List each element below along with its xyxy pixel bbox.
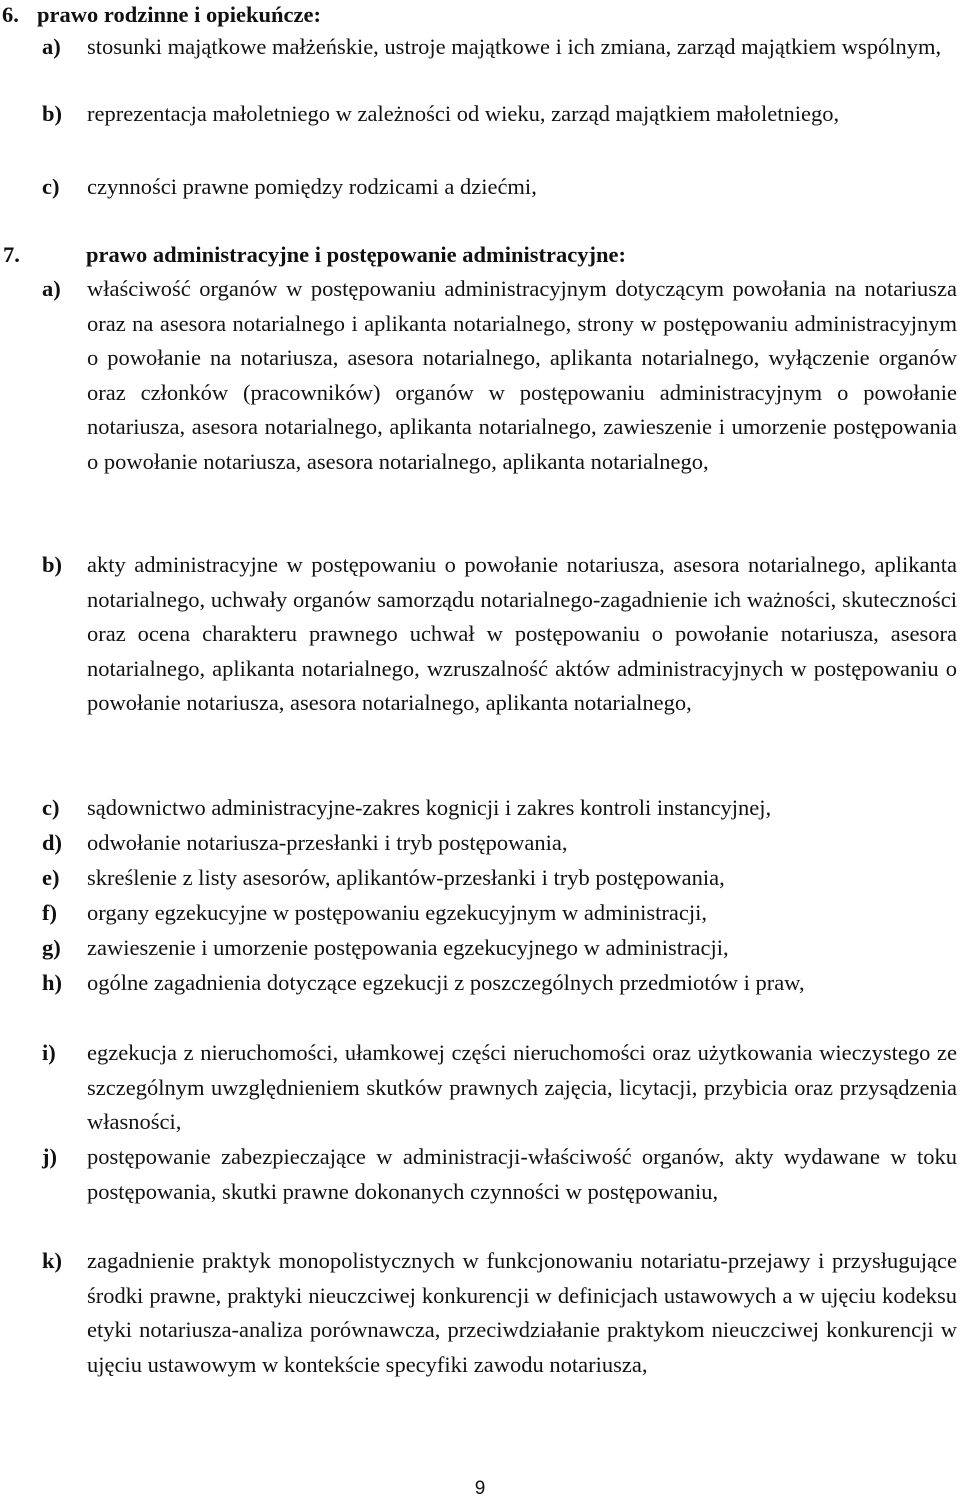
page-number: 9 — [474, 1478, 486, 1499]
item-label: g) — [42, 935, 61, 960]
item-label: b) — [42, 101, 63, 126]
item-text: skreślenie z listy asesorów, aplikantów-przesłanki i tryb postępowania, — [87, 865, 725, 890]
item-text: zagadnienie praktyk monopolistycznych w funkcjonowaniu notariatu-przejawy i przysługujące środki prawne, praktyki nieuczciwej konkurencji w definicjach ustawowych a w ujęciu kodeksu etyki notariusza-analiza porównawcza, przeciwdziałanie praktykom nieuczciwej konkurencji w ujęciu ustawowym w kontekście specyfiki zawodu notariusza, — [87, 1248, 957, 1377]
item-text: reprezentacja małoletniego w zależności od wieku, zarząd majątkiem małoletniego, — [87, 101, 840, 126]
item-label: c) — [42, 174, 60, 199]
item-label: k) — [42, 1248, 63, 1273]
item-text: akty administracyjne w postępowaniu o powołanie notariusza, asesora notarialnego, aplikanta notarialnego, uchwały organów samorządu notarialnego-zagadnienie ich ważności, skuteczności oraz ocena charakteru prawnego uchwał w postępowaniu o powołanie notariusza, asesora notarialnego, aplikanta notarialnego, wzruszalność aktów administracyjnych w postępowaniu o powołanie notariusza, asesora notarialnego, aplikanta notarialnego, — [87, 552, 957, 715]
item-text: ogólne zagadnienia dotyczące egzekucji z poszczególnych przedmiotów i praw, — [87, 970, 805, 995]
item-label: i) — [42, 1040, 56, 1065]
item-label: c) — [42, 795, 60, 820]
item-label: a) — [42, 276, 61, 301]
section-number: 6. — [2, 2, 19, 27]
item-label: b) — [42, 552, 63, 577]
item-label: d) — [42, 830, 63, 855]
item-label: e) — [42, 865, 60, 890]
item-text: sądownictwo administracyjne-zakres kognicji i zakres kontroli instancyjnej, — [87, 795, 772, 820]
item-text: egzekucja z nieruchomości, ułamkowej części nieruchomości oraz użytkowania wieczystego ze szczególnym uwzględnieniem skutków prawnych zajęcia, licytacji, przybicia oraz przysądzenia własności, — [87, 1040, 957, 1134]
item-label: f) — [42, 900, 57, 925]
section-title: prawo rodzinne i opiekuńcze: — [37, 2, 321, 27]
item-text: organy egzekucyjne w postępowaniu egzekucyjnym w administracji, — [87, 900, 708, 925]
section-number: 7. — [3, 242, 20, 267]
item-label: j) — [42, 1144, 57, 1169]
item-text: właściwość organów w postępowaniu administracyjnym dotyczącym powołania na notariusza oraz na asesora notarialnego i aplikanta notarialnego, strony w postępowaniu administracyjnym o powołanie na notariusza, asesora notarialnego, aplikanta notarialnego, wyłączenie organów oraz członków (pracowników) organów w postępowaniu administracyjnym o powołanie notariusza, asesora notarialnego, aplikanta notarialnego, zawieszenie i umorzenie postępowania o powołanie notariusza, asesora notarialnego, aplikanta notarialnego, — [87, 276, 957, 474]
item-text: zawieszenie i umorzenie postępowania egzekucyjnego w administracji, — [87, 935, 729, 960]
item-text: stosunki majątkowe małżeńskie, ustroje majątkowe i ich zmiana, zarząd majątkiem wspólnym, — [87, 34, 942, 59]
section-title: prawo administracyjne i postępowanie administracyjne: — [86, 242, 626, 267]
item-text: postępowanie zabezpieczające w administracji-właściwość organów, akty wydawane w toku postępowania, skutki prawne dokonanych czynności w postępowaniu, — [87, 1144, 957, 1204]
item-text: odwołanie notariusza-przesłanki i tryb postępowania, — [87, 830, 568, 855]
item-label: h) — [42, 970, 63, 995]
item-label: a) — [42, 34, 61, 59]
item-text: czynności prawne pomiędzy rodzicami a dziećmi, — [87, 174, 537, 199]
